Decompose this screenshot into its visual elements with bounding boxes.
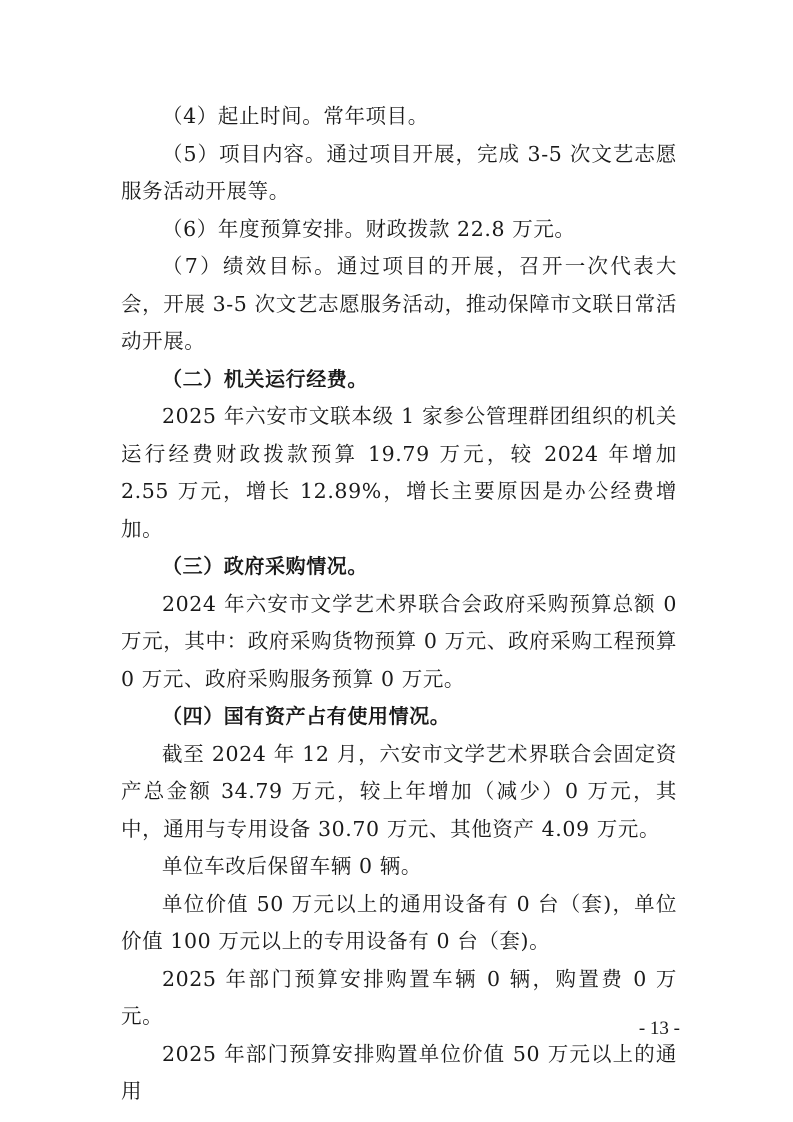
item-7-paragraph: （7）绩效目标。通过项目的开展，召开一次代表大会，开展 3-5 次文艺志愿服务活动，推动保障市文联日常活动开展。 <box>121 254 677 353</box>
procurement-paragraph: 2024 年六安市文学艺术界联合会政府采购预算总额 0 万元，其中：政府采购货物预算 0 万元、政府采购工程预算 0 万元、政府采购服务预算 0 万元。 <box>121 591 677 691</box>
operating-funds-paragraph: 2025 年六安市文联本级 1 家参公管理群团组织的机关运行经费财政拨款预算 19.79 万元，较 2024 年增加 2.55 万元，增长 12.89%，增长主要原因是办公经费增加。 <box>121 404 677 541</box>
assets-paragraph: 截至 2024 年 12 月，六安市文学艺术界联合会固定资产总金额 34.79 万元，较上年增加（减少）0 万元，其中，通用与专用设备 30.70 万元、其他资产 4.09 万元。 <box>121 741 677 841</box>
item-6-paragraph: （6）年度预算安排。财政拨款 22.8 万元。 <box>162 216 576 241</box>
equipment-paragraph: 单位价值 50 万元以上的通用设备有 0 台（套)，单位价值 100 万元以上的专用设备有 0 台（套)。 <box>121 891 677 953</box>
item-5-paragraph: （5）项目内容。通过项目开展，完成 3-5 次文艺志愿服务活动开展等。 <box>121 141 677 203</box>
vehicles-paragraph: 单位车改后保留车辆 0 辆。 <box>162 854 422 878</box>
section-2-heading: （二）机关运行经费。 <box>162 366 368 391</box>
page-number: - 13 - <box>638 1018 680 1039</box>
body-text <box>121 98 677 1111</box>
vehicle-purchase-paragraph: 2025 年部门预算安排购置车辆 0 辆，购置费 0 万元。 <box>121 966 677 1028</box>
equipment-purchase-paragraph: 2025 年部门预算安排购置单位价值 50 万元以上的通用 <box>121 1041 677 1103</box>
section-3-heading: （三）政府采购情况。 <box>162 554 368 578</box>
item-4-paragraph: （4）起止时间。常年项目。 <box>162 104 429 128</box>
section-4-heading: （四）国有资产占有使用情况。 <box>162 704 451 728</box>
